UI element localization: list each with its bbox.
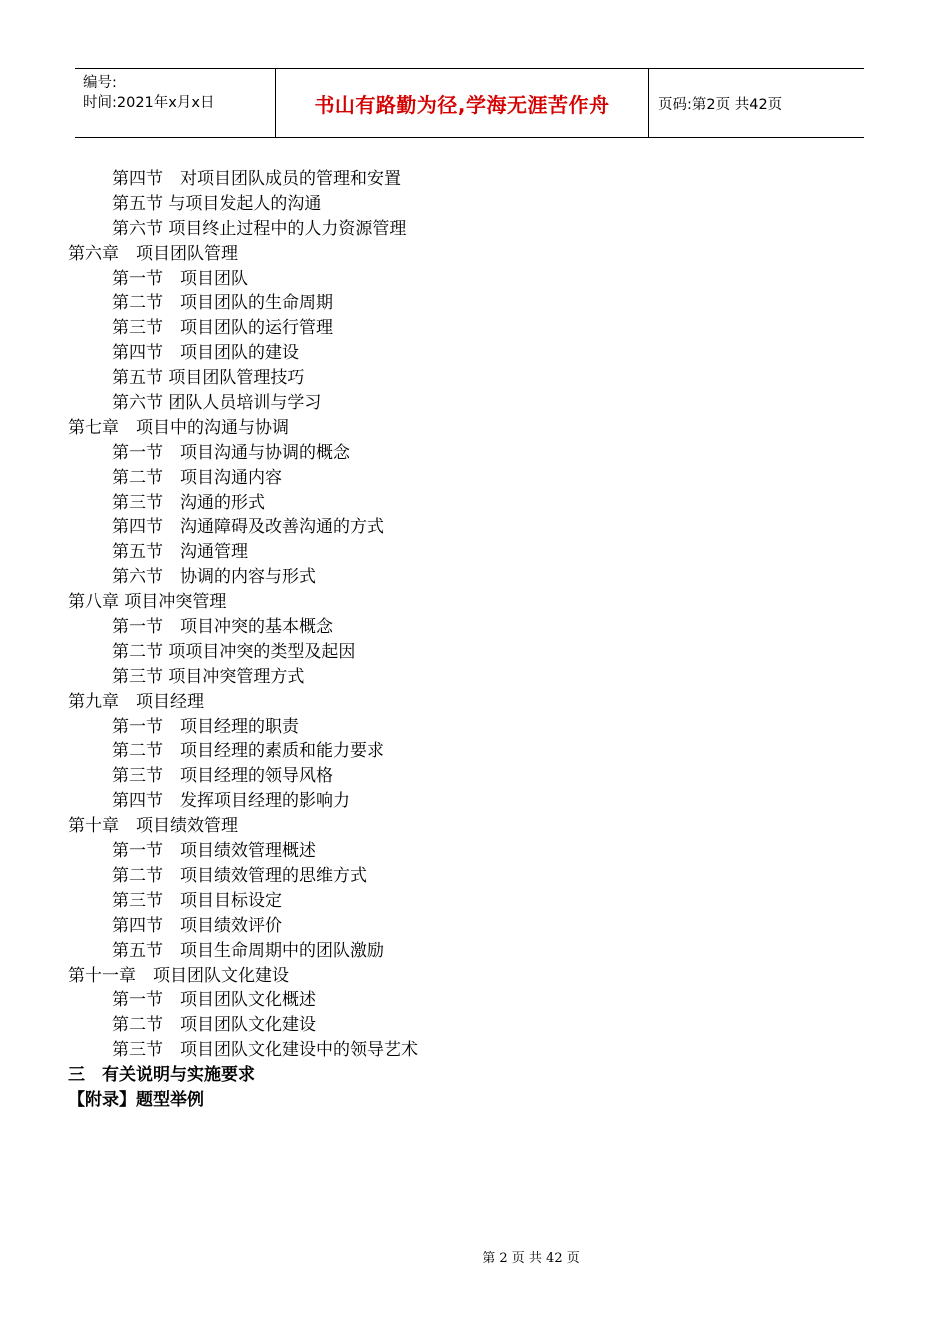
motto-text: 书山有路勤为径,学海无涯苦作舟	[314, 92, 610, 117]
toc-chapter: 第七章 项目中的沟通与协调	[68, 417, 289, 438]
toc-section: 第五节 沟通管理	[112, 542, 248, 563]
header-page-info-cell	[649, 69, 864, 137]
toc-section: 第一节 项目经理的职责	[112, 716, 299, 737]
toc-heading: 【附录】题型举例	[68, 1089, 204, 1110]
toc-section: 第三节 项目团队文化建设中的领导艺术	[112, 1040, 418, 1061]
toc-section: 第二节 项目团队的生命周期	[112, 293, 333, 314]
toc-section: 第六节 项目终止过程中的人力资源管理	[112, 218, 407, 239]
toc-section: 第三节 项目目标设定	[112, 890, 282, 911]
page-footer	[0, 1247, 950, 1266]
toc-section: 第二节 项目沟通内容	[112, 467, 282, 488]
toc-section: 第一节 项目冲突的基本概念	[112, 617, 333, 638]
toc-section: 第三节 项目团队的运行管理	[112, 318, 333, 339]
page-header	[75, 68, 864, 138]
toc-section: 第三节 项目经理的领导风格	[112, 766, 333, 787]
toc-section: 第三节 沟通的形式	[112, 492, 265, 513]
toc-section: 第一节 项目团队	[112, 268, 248, 289]
toc-section: 第四节 沟通障碍及改善沟通的方式	[112, 517, 384, 538]
toc-section: 第一节 项目沟通与协调的概念	[112, 442, 350, 463]
toc-section: 第六节 协调的内容与形式	[112, 567, 316, 588]
footer-page-number: 第 2 页 共 42 页	[482, 1251, 580, 1266]
toc-heading: 三 有关说明与实施要求	[68, 1065, 255, 1086]
number-label: 编号:	[83, 75, 117, 91]
header-motto-cell	[276, 69, 649, 137]
toc-section: 第四节 发挥项目经理的影响力	[112, 791, 350, 812]
toc-section: 第二节 项目经理的素质和能力要求	[112, 741, 384, 762]
toc-chapter: 第八章 项目冲突管理	[68, 592, 227, 613]
toc-section: 第三节 项目冲突管理方式	[112, 666, 305, 687]
toc-chapter: 第六章 项目团队管理	[68, 243, 238, 264]
toc-section: 第一节 项目绩效管理概述	[112, 841, 316, 862]
toc-section: 第五节 项目生命周期中的团队激励	[112, 940, 384, 961]
toc-chapter: 第九章 项目经理	[68, 691, 204, 712]
page-info: 页码:第2页 共42页	[658, 96, 783, 113]
table-of-contents	[0, 167, 950, 1113]
time-label: 时间:2021年x月x日	[83, 95, 215, 111]
toc-chapter: 第十章 项目绩效管理	[68, 816, 238, 837]
header-meta	[75, 69, 276, 137]
toc-section: 第四节 项目团队的建设	[112, 343, 299, 364]
toc-chapter: 第十一章 项目团队文化建设	[68, 965, 289, 986]
toc-section: 第一节 项目团队文化概述	[112, 990, 316, 1011]
toc-section: 第二节 项目绩效管理的思维方式	[112, 865, 367, 886]
toc-section: 第四节 项目绩效评价	[112, 915, 282, 936]
toc-section: 第二节 项目团队文化建设	[112, 1015, 316, 1036]
toc-section: 第五节 与项目发起人的沟通	[112, 193, 322, 214]
toc-section: 第六节 团队人员培训与学习	[112, 393, 322, 414]
toc-section: 第四节 对项目团队成员的管理和安置	[112, 169, 401, 189]
toc-section: 第二节 项项目冲突的类型及起因	[112, 641, 356, 662]
toc-section: 第五节 项目团队管理技巧	[112, 368, 305, 389]
